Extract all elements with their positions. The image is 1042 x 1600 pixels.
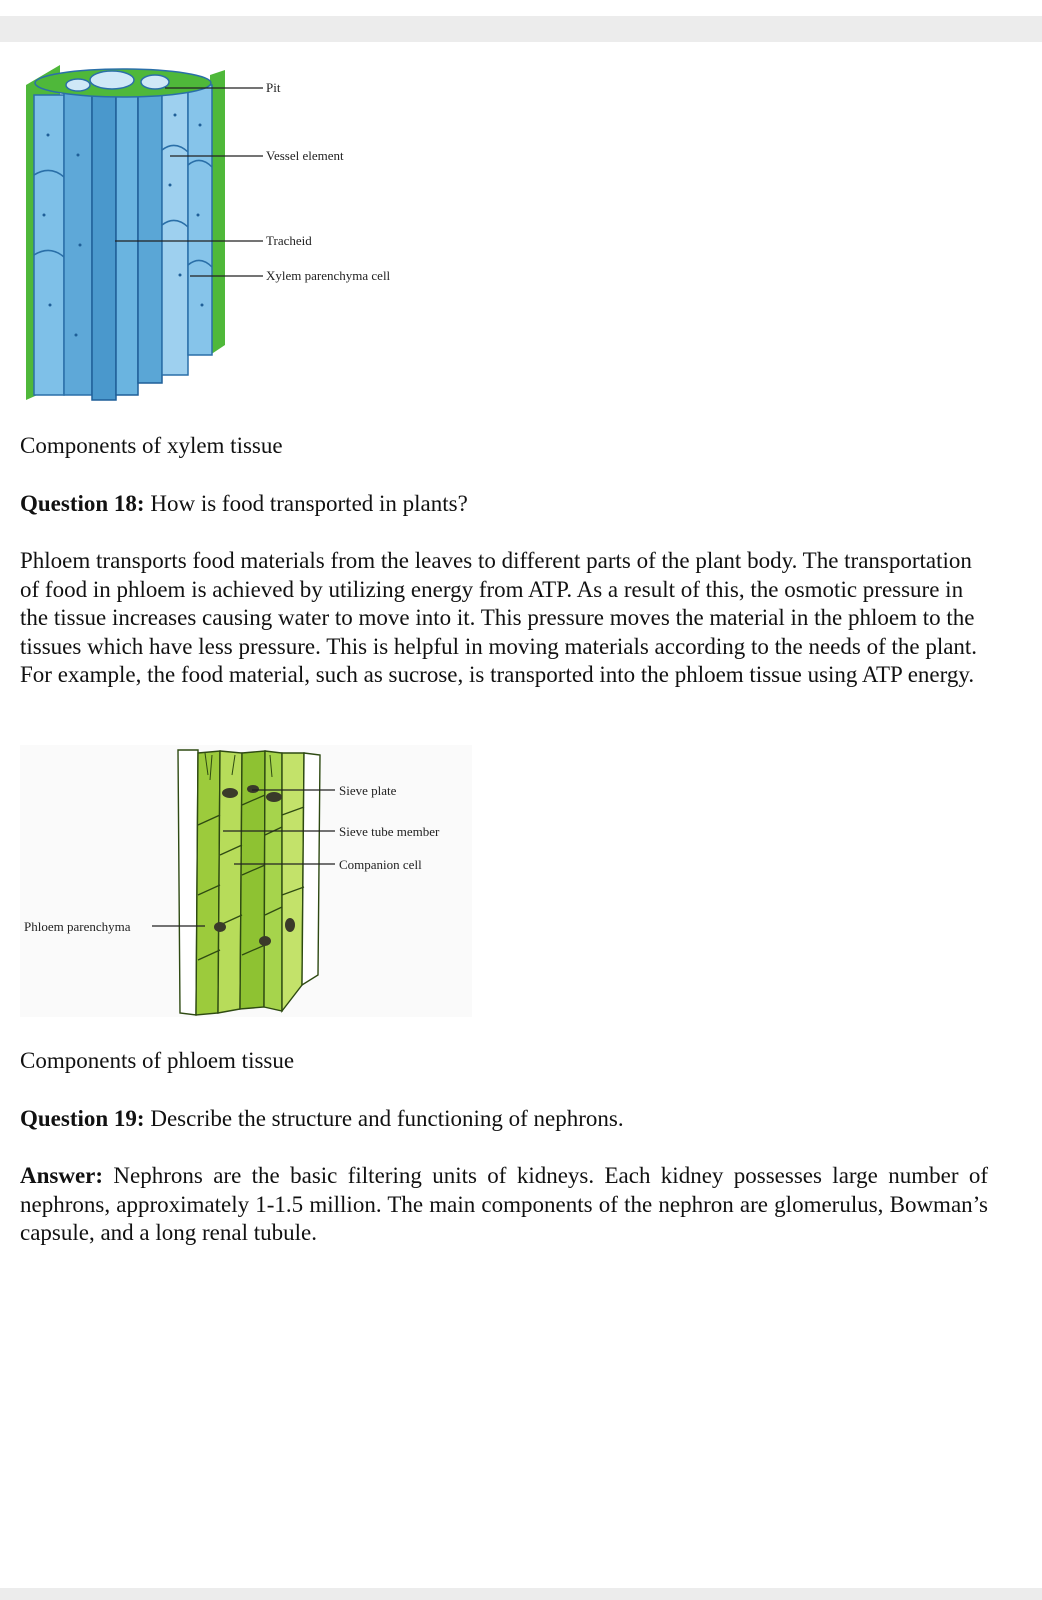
top-bar: [0, 16, 1042, 42]
question-19-label: Question 19:: [20, 1106, 145, 1131]
phloem-label-companion-cell: Companion cell: [339, 857, 422, 872]
answer-18: Phloem transports food materials from the leaves to different parts of the plant body. The transportation of food in phloem is achieved by utilizing energy from ATP. As a result of this, the osmotic pressure in the tissue increases causing water to move into it. This pressure moves the material in the phloem to the tissues which have less pressure. This is helpful in moving materials according to the needs of the plant. For example, the food material, such as sucrose, is transported into the phloem tissue using ATP energy.: [20, 548, 978, 687]
answer-19-label: Answer:: [20, 1163, 104, 1188]
bottom-bar: [0, 1588, 1042, 1600]
question-18-text: How is food transported in plants?: [150, 491, 468, 516]
xylem-label-pit: Pit: [266, 80, 281, 95]
xylem-label-tracheid: Tracheid: [266, 233, 312, 248]
phloem-caption: Components of phloem tissue: [20, 1048, 295, 1073]
phloem-label-sieve-plate: Sieve plate: [339, 783, 397, 798]
question-18: [20, 490, 1010, 519]
phloem-label-parenchyma: Phloem parenchyma: [24, 919, 131, 934]
xylem-label-parenchyma-cell: Xylem parenchyma cell: [266, 268, 391, 283]
question-19-text: Describe the structure and functioning of nephrons.: [150, 1106, 624, 1131]
question-18-label: Question 18:: [20, 491, 145, 516]
answer-19-text: Nephrons are the basic filtering units of kidneys. Each kidney possesses large number of nephrons, approximately 1-1.5 million. The main components of the nephron are glomerulus, Bowman’s capsule, and a long renal tubule.: [20, 1163, 989, 1245]
answer-19: [20, 1162, 988, 1248]
xylem-label-vessel-element: Vessel element: [266, 148, 344, 163]
xylem-diagram: [20, 55, 440, 405]
xylem-caption: Components of xylem tissue: [20, 433, 283, 458]
question-19: [20, 1105, 1010, 1134]
phloem-label-sieve-tube-member: Sieve tube member: [339, 824, 440, 839]
phloem-diagram: [20, 745, 480, 1020]
